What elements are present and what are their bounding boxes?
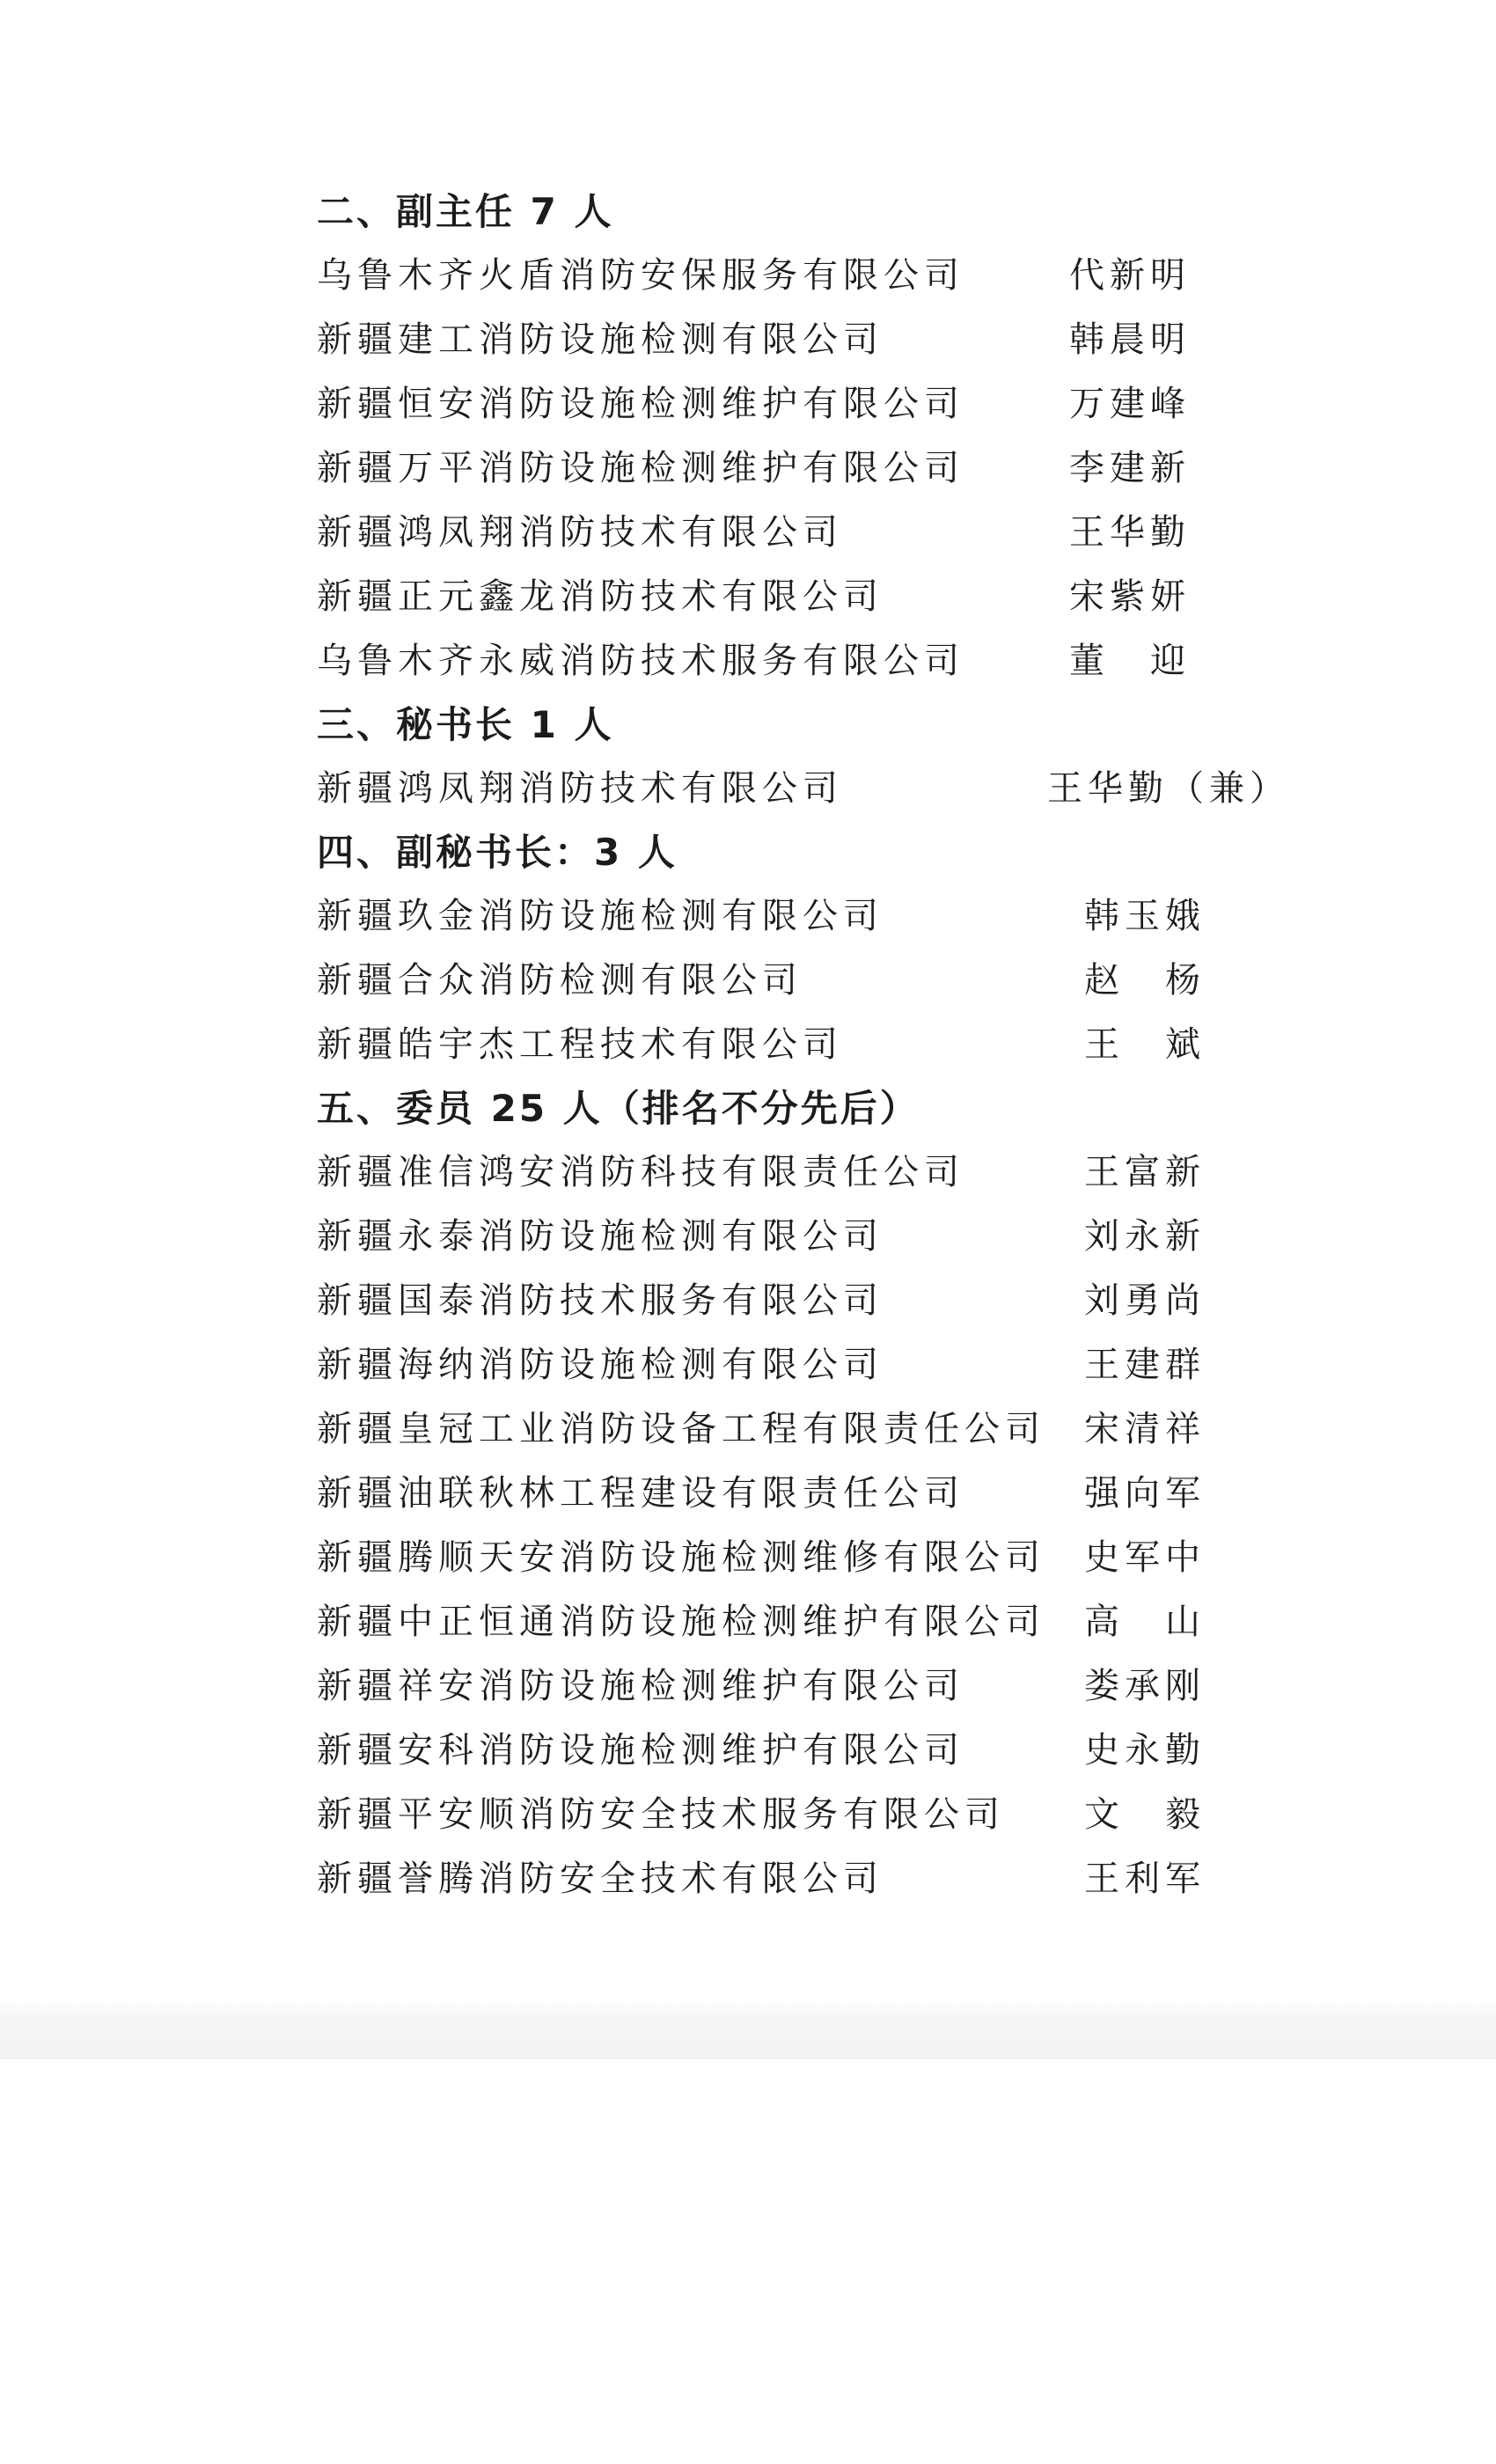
person-name: 刘永新 [1084,1216,1206,1257]
person-name: 王华勤 [1069,512,1191,553]
list-item [317,1397,1302,1462]
person-name: 宋紫妍 [1069,576,1191,617]
company-name: 新疆祥安消防设施检测维护有限公司 [317,1666,964,1706]
person-name: 赵 杨 [1084,960,1206,1001]
list-item [317,308,1302,372]
section-committee-members [317,1077,1302,1911]
company-name: 新疆玖金消防设施检测有限公司 [317,896,884,936]
section-heading: 三、秘书长 1 人 [317,703,614,746]
section-vice-directors [317,180,1302,693]
company-name: 新疆国泰消防技术服务有限公司 [317,1280,884,1321]
list-item [317,1654,1302,1719]
company-name: 新疆中正恒通消防设施检测维护有限公司 [317,1602,1045,1642]
section-heading: 四、副秘书长：3 人 [317,831,678,874]
list-item [317,1205,1302,1269]
company-name: 乌鲁木齐火盾消防安保服务有限公司 [317,255,964,296]
list-item [317,757,1302,821]
section-heading: 二、副主任 7 人 [317,190,614,233]
company-name: 新疆鸿凤翔消防技术有限公司 [317,512,843,553]
list-item [317,1333,1302,1397]
person-name: 史军中 [1084,1537,1206,1578]
person-name: 韩玉娥 [1084,896,1206,936]
company-name: 新疆准信鸿安消防科技有限责任公司 [317,1152,964,1192]
person-name: 娄承刚 [1084,1666,1206,1706]
person-name: 代新明 [1069,255,1191,296]
company-name: 新疆万平消防设施检测维护有限公司 [317,448,964,488]
list-item [317,629,1302,693]
person-name: 史永勤 [1084,1730,1206,1771]
company-name: 新疆恒安消防设施检测维护有限公司 [317,384,964,424]
list-item [317,1013,1302,1077]
list-item [317,1526,1302,1590]
person-name: 王富新 [1084,1152,1206,1192]
list-item [317,1847,1302,1911]
person-name: 李建新 [1069,448,1191,488]
company-name: 乌鲁木齐永威消防技术服务有限公司 [317,641,964,681]
blank-lower-area [0,2059,1496,2464]
company-name: 新疆合众消防检测有限公司 [317,960,803,1001]
company-name: 新疆平安顺消防安全技术服务有限公司 [317,1794,1005,1835]
company-name: 新疆腾顺天安消防设施检测维修有限公司 [317,1537,1045,1578]
company-name: 新疆皇冠工业消防设备工程有限责任公司 [317,1409,1045,1449]
list-item [317,1269,1302,1333]
person-name: 刘勇尚 [1084,1280,1206,1321]
list-item [317,372,1302,436]
person-name: 王华勤（兼） [1047,768,1290,809]
person-name: 韩晨明 [1069,319,1191,360]
list-item [317,1140,1302,1205]
person-name: 王 斌 [1084,1024,1206,1065]
company-name: 新疆建工消防设施检测有限公司 [317,319,884,360]
company-name: 新疆正元鑫龙消防技术有限公司 [317,576,884,617]
company-name: 新疆永泰消防设施检测有限公司 [317,1216,884,1257]
list-item [317,1462,1302,1526]
person-name: 王建群 [1084,1345,1206,1385]
list-item [317,244,1302,308]
person-name: 文 毅 [1084,1794,1206,1835]
company-name: 新疆海纳消防设施检测有限公司 [317,1345,884,1385]
list-item [317,565,1302,629]
person-name: 高 山 [1084,1602,1206,1642]
section-heading: 五、委员 25 人（排名不分先后） [317,1087,920,1130]
person-name: 强向军 [1084,1473,1206,1514]
person-name: 宋清祥 [1084,1409,1206,1449]
list-item [317,1590,1302,1654]
company-name: 新疆油联秋林工程建设有限责任公司 [317,1473,964,1514]
list-item [317,884,1302,949]
person-name: 王利军 [1084,1859,1206,1899]
company-name: 新疆皓宇杰工程技术有限公司 [317,1024,843,1065]
list-item [317,436,1302,501]
list-item [317,1719,1302,1783]
section-secretary-general [317,693,1302,821]
company-name: 新疆誉腾消防安全技术有限公司 [317,1859,884,1899]
list-item [317,501,1302,565]
section-deputy-secretary-general [317,821,1302,1077]
company-name: 新疆鸿凤翔消防技术有限公司 [317,768,843,809]
scan-shadow-band [0,1998,1496,2059]
company-name: 新疆安科消防设施检测维护有限公司 [317,1730,964,1771]
person-name: 万建峰 [1069,384,1191,424]
person-name: 董 迎 [1069,641,1191,681]
list-item [317,949,1302,1013]
list-item [317,1783,1302,1847]
member-list [317,180,1302,1911]
